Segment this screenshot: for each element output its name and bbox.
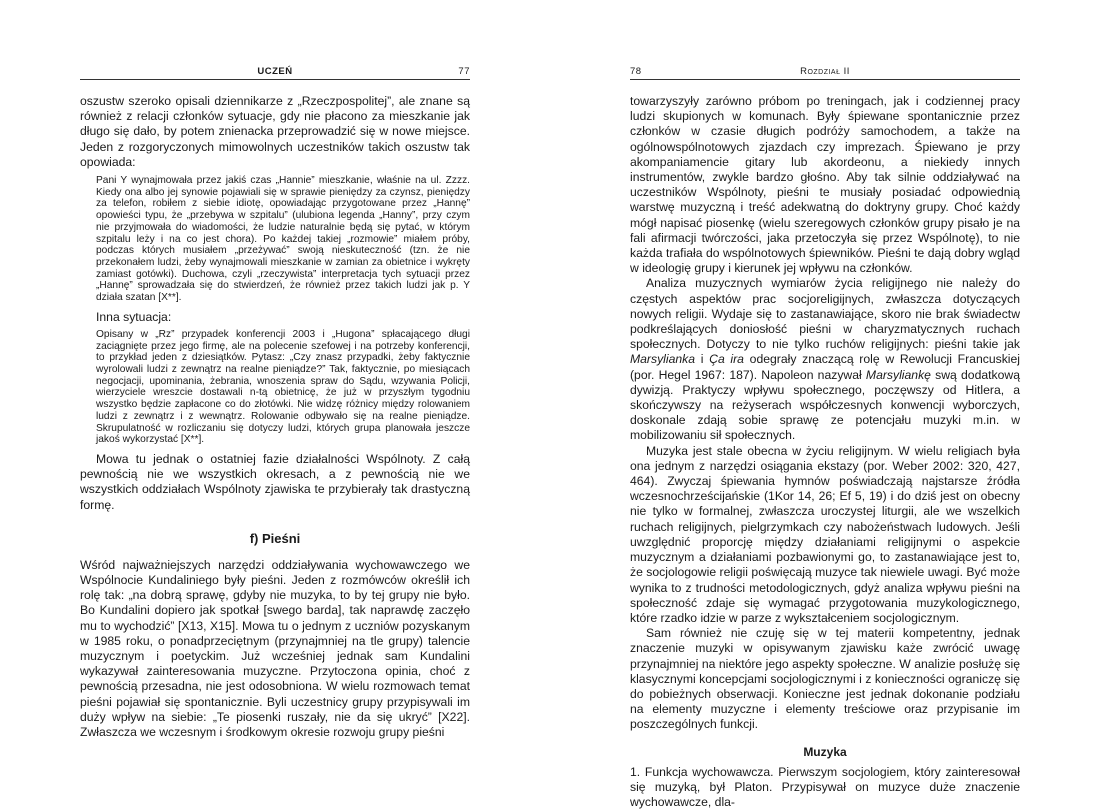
paragraph: Muzyka jest stale obecna w życiu religijnym. W wielu religiach była ona jednym z narzędzi osiągania ekstazy (por. Weber 2002: 320, 427, 464). Zwyczaj śpiewania hymnów poświadczają najstarsze źródła wczesnochrześcijańskie (1Kor 14, 26; Ef 5, 19) i do dziś jest on obecny nie tylko w formalnej, zwłaszcza uroczystej liturgii, ale we wszelkich ruchach religijnych, pielgrzymkach czy nabożeństwach ludowych. Jeśli uwzględnić proporcję między działaniami religijnymi o aspekcie muzycznym a działaniami pozbawionymi go, to zastanawiające jest to, że socjologowie religii poświęcają muzyce tak niewiele uwagi. Być może wynika to z trudności metodologicznych, gdyż analiza wpływu pieśni na społeczność zdaje się wymagać przygotowania muzykologicznego, które rzadko idzie w parze z wykształceniem socjologicznym.	[630, 443, 1020, 625]
text-run: Analiza muzycznych wymiarów życia religijnego nie należy do częstych aspektów prac socjoreligijnych, zwłaszcza dotyczących nowych religii. Wydaje się to zastanawiające, skoro nie brak świadectw podkreślających doniosłość pieśni w charyzmatycznych ruchach społecznych. Dotyczy to nie tylko ruchów religijnych: pieśni takie jak	[630, 276, 1020, 352]
paragraph: Wśród najważniejszych narzędzi oddziaływania wychowawczego we Wspólnocie Kundaliniego były pieśni. Jeden z rozmówców określił ich rolę tak: „na dobrą sprawę, gdyby nie muzyka, to by tej grupy nie było. Bo Kundalini dopiero jak spotkał [swego barda], tak naprawdę zaczęło mu to wychodzić” [X13, X15]. Mowa tu o jednym z uczniów pozyskanym w 1985 roku, o ponadprzeciętnym (przynajmniej na tle grupy) talencie muzycznym i poetyckim. Już wcześniej jednak sam Kundalini wykazywał zainteresowania muzyczne. Przytoczona opinia, choć z pewnością przesadna, nie jest odosobniona. W wielu rozmowach temat pieśni pojawiał się spontanicznie. Byli uczestnicy grupy przypisywali im duży wpływ na siebie: „Te piosenki ruszały, nie da się ukryć” [X22]. Zwłaszcza we wczesnym i środkowym okresie rozwoju grupy pieśni	[80, 557, 470, 740]
left-header-title: UCZEŃ	[257, 66, 293, 77]
italic-title: Marsylianka	[630, 352, 696, 367]
left-page-number: 77	[458, 66, 470, 77]
paragraph: oszustw szeroko opisali dziennikarze z „Rzeczpospolitej”, ale znane są również z relacji członków sytuacje, gdy nie płacono za mieszkanie jak długo się dało, by potem znienacka przeprowadzić się w nowe miejsce. Jeden z rozgoryczonych mimowolnych uczestników takich oszustw tak opowiada:	[80, 94, 470, 169]
italic-title: Ça ira	[709, 352, 744, 367]
paragraph: Sam również nie czuję się w tej materii kompetentny, jednak znaczenie muzyki w opisywanym zjawisku każe zwrócić uwagę przynajmniej na niektóre jego aspekty społeczne. W analizie posłużę się klasycznymi koncepcjami socjologicznymi i z konieczności ograniczę się do pobieżnych obserwacji. Konieczne jest jednak dokonanie podziału na elementy muzyczne i elementy treściowe oraz przypisanie im poszczególnych funkcji.	[630, 626, 1020, 732]
left-page-body	[80, 94, 470, 740]
section-heading: f) Pieśni	[249, 530, 301, 546]
block-quote: Opisany w „Rz” przypadek konferencji 2003 i „Hugona” spłacającego długi zaciągnięte przez jego firmę, ale na polecenie szefowej i na potrzeby konferencji, to przykład jeden z dziesiątków. Pytasz: „Czy znasz przypadki, żeby faktycznie wyrolowali ludzi z zewnątrz na realne pieniądze?” Tak, faktycznie, po miesiącach negocjacji, upominania, żebrania, wnoszenia spraw do Sądu, wzywania Policji, wierzyciele wreszcie dostawali n-tą obietnicę, że już w przyszłym tygodniu wszystko będzie zapłacone co do złotówki. Nie widzę różnicy między rolowaniem ludzi z zewnątrz i z wewnątrz. Rolowanie odbywało się na realne pieniądze. Skrupulatność w rozliczaniu się dotyczy ludzi, których grupa planowała jeszcze jakoś wykorzystać [X**].	[96, 328, 470, 446]
paragraph: Mowa tu jednak o ostatniej fazie działalności Wspólnoty. Z całą pewnością nie we wszystkich okresach, a z pewnością nie we wszystkich oddziałach Wspólnoty zjawiska te przybierały tak drastyczną formę.	[80, 451, 470, 512]
left-running-header	[80, 64, 470, 80]
block-quote: Pani Y wynajmowała przez jakiś czas „Hannie” mieszkanie, właśnie na ul. Zzzz. Kiedy ona albo jej synowie pojawiali się w sprawie pieniędzy za czynsz, pieniędzy za telefon, robiłem z siebie idiotę, opowiadając przygotowane przez „Hannę” opowieści typu, że „przebywa w szpitalu” (ulubiona legenda „Hanny”, przy czym nie przyjmowała do wiadomości, że ludzie naturalnie będą się pytać, w którym szpitalu leży i na co jest chora). Po każdej takiej „rozmowie” miałem próby, podczas których musiałem „przeżywać” swoją nieskuteczność (tzn. że nie przekonałem ludzi, żeby wynajmowali mieszkanie w zamian za obietnice i wykręty zamiast gotówki). Duchowa, czyli „rzeczywista” interpretacja tych sytuacji przez „Hannę” sprowadzała się do stwierdzeń, że również przez takich ludzi jak p. Y działa szatan [X**].	[96, 175, 470, 304]
right-page-number: 78	[630, 66, 642, 77]
italic-title: Marsyliankę	[865, 367, 931, 382]
text-run: swą dodatkową dywizją. Praktyczy wpływu społecznego, poczęwszy od Hitlera, a skończywszy na reżyserach współczesnych konwencji wyborczych, doskonale zdają sobie sprawę ze potencjału muzyki m.in. w mobilizowaniu sił społecznych.	[630, 367, 1020, 443]
text-run: i	[695, 352, 710, 367]
text-run: odegrały znaczącą rolę w Rewolucji Francuskiej (por. Hegel 1967: 187). Napoleon nazywał	[630, 352, 1020, 382]
right-running-header	[630, 64, 1020, 80]
right-page-body	[630, 94, 1020, 810]
paragraph	[630, 276, 1020, 443]
paragraph: towarzyszyły zarówno próbom po treningach, jak i codziennej pracy ludzi skupionych w komunach. Były śpiewane spontanicznie przez członków w czasie długich podróży samochodem, a także na ogólnowspólnotowych zjazdach czy imprezach. Śpiewano je przy akompaniamencie gitary lub akordeonu, a niekiedy innych instrumentów, zwykle bardzo głośno. Aby tak silnie oddziaływać na uczestników Wspólnoty, pieśni te musiały posiadać odpowiednią warstwę muzyczną i treść adekwatną do doktryny grupy. Choć każdy mógł napisać piosenkę (wielu szeregowych członków grupy pisało je na fali afirmacji twórczości, jaka przetoczyła się przez Wspólnotę), to nie każda trafiała do wspólnotowych śpiewników. Pieśni te dają dobry wgląd w ideologię grupy i kierunek jej wpływu na członków.	[630, 94, 1020, 276]
subsection-heading: Muzyka	[803, 744, 847, 759]
right-header-title: Rozdział II	[800, 66, 850, 77]
quote-intro-label: Inna sytuacja:	[96, 309, 172, 324]
paragraph: 1. Funkcja wychowawcza. Pierwszym socjologiem, który zainteresował się muzyką, był Platon. Przypisywał on muzyce duże znaczenie wychowawcze, dla-	[630, 764, 1020, 809]
